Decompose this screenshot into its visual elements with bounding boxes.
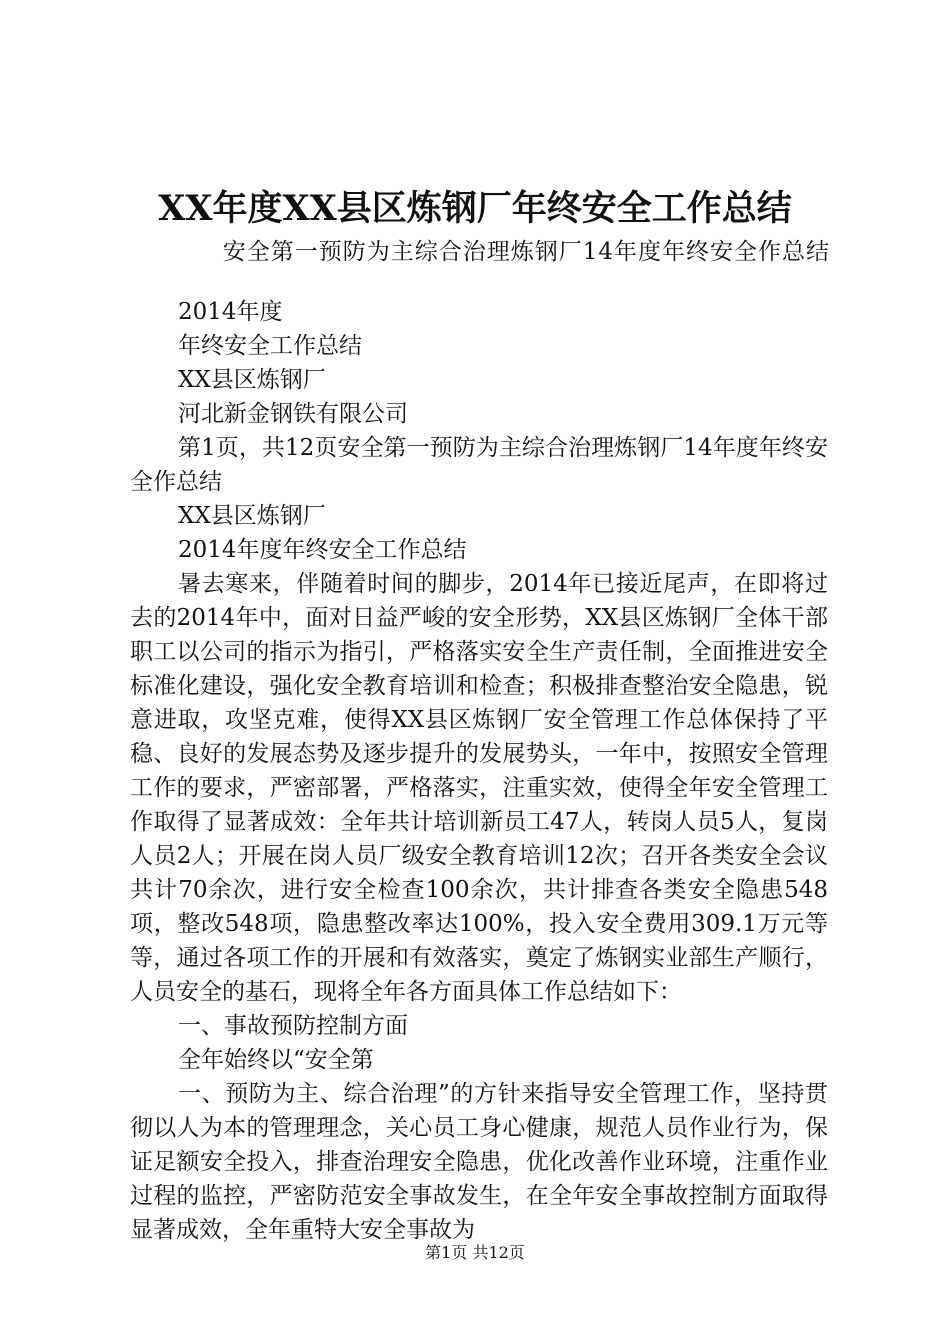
body-paragraph: 全年始终以“安全第 <box>178 1047 374 1073</box>
body-paragraph: 第1页，共12页安全第一预防为主综合治理炼钢厂14年度年终安全作总结 <box>130 435 828 495</box>
body-paragraph: XX县区炼钢厂 <box>178 503 326 529</box>
document-subtitle: 安全第一预防为主综合治理炼钢厂14年度年终安全作总结 <box>222 239 830 265</box>
body-paragraph: 河北新金钢铁有限公司 <box>178 401 408 427</box>
body-paragraph: 暑去寒来，伴随着时间的脚步，2014年已接近尾声，在即将过去的2014年中，面对日益严峻的安全形势，XX县区炼钢厂全体干部职工以公司的指示为指引，严格落实安全生产责任制，全面推进安全标准化建设，强化安全教育培训和检查；积极排查整治安全隐患，锐意进取，攻坚克难，使得XX县区炼钢厂安全管理工作总体保持了平稳、良好的发展态势及逐步提升的发展势头，一年中，按照安全管理工作的要求，严密部署，严格落实，注重实效，使得全年安全管理工作取得了显著成效：全年共计培训新员工47人，转岗人员5人，复岗人员2人；开展在岗人员厂级安全教育培训12次；召开各类安全会议共计70余次，进行安全检查100余次，共计排查各类安全隐患548项，整改548项，隐患整改率达100%，投入安全费用309.1万元等等，通过各项工作的开展和有效落实，奠定了炼钢实业部生产顺行，人员安全的基石，现将全年各方面具体工作总结如下： <box>130 571 828 1005</box>
page-footer: 第1页 共12页 <box>425 1243 525 1262</box>
body-paragraph: 一、预防为主、综合治理”的方针来指导安全管理工作，坚持贯彻以人为本的管理理念，关心员工身心健康，规范人员作业行为，保证足额安全投入，排查治理安全隐患，优化改善作业环境，注重作业过程的监控，严密防范安全事故发生，在全年安全事故控制方面取得显著成效，全年重特大安全事故为 <box>130 1081 828 1243</box>
body-paragraph: 年终安全工作总结 <box>178 333 362 359</box>
document-body <box>130 295 828 1247</box>
body-paragraph: 2014年度 <box>178 299 283 325</box>
section-heading: 一、事故预防控制方面 <box>178 1013 408 1039</box>
body-paragraph: XX县区炼钢厂 <box>178 367 326 393</box>
document-title: XX年度XX县区炼钢厂年终安全工作总结 <box>158 188 792 229</box>
body-paragraph: 2014年度年终安全工作总结 <box>178 537 467 563</box>
